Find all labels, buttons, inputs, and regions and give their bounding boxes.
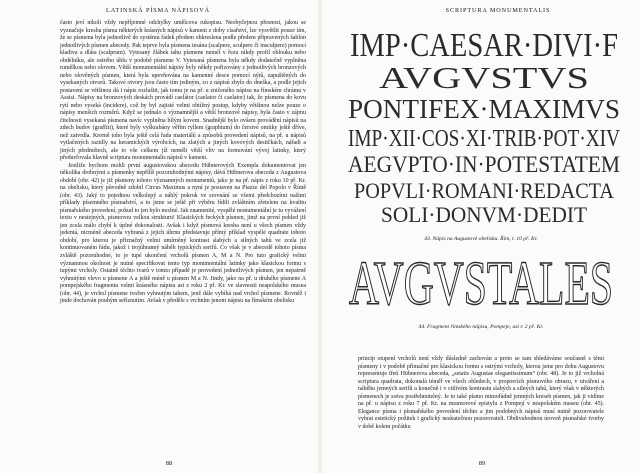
inscription-line-6: POPVLI·ROMANI·REDACTA [354, 178, 615, 203]
figure-44-caption: 44. Fragment římského nápisu, Pompeje, asi r. 2 př. Kr. [418, 324, 544, 330]
inscription-line-5: AEGVPTO·IN·POTESTATEM [348, 152, 620, 177]
augustales-fragment [346, 250, 616, 318]
left-page [0, 0, 318, 473]
right-page [322, 0, 640, 473]
left-page-number: 88 [165, 460, 173, 467]
right-paragraph-1: princip otupení vrcholů není vždy důsledně zachován a proto se tam shledáváme současně s těmi písmeny i v podobě přímačné pro klasickou formu s ostrými vrcholy, kterou jsme pro dobu Augustovu representuje třetí Hübnerova abeceda, „setatis Augustae elegantissimum“ (obr. 48). Je to již vrcholná scriptura quadrata, dokonalá téměř ve všech ohledech, v proporcích písmového obrazu, v utváření a náběhu jemných serifů a konečně i v citlivém kontrastu slabých a silných tahů, který však v některých písmenech je sotva postřehnutelný. Je to také písmo mimořádně jemných kreseb písmen, jak ji vidíme na př. u nápisu z roku 7 př. Kr. na mramorové epistylu z Pompejí v neapolském museu (obr. 45). Elegance písma i písmařského provedení těchto a jim podobných nápisů musí nutně pozorovatele vybrat estetický požitek i grafický neskutečnou pozorovateli. Obdivuhodnou úroveň písmařské tvorby v době kolem počátku [358, 356, 604, 430]
left-paragraph-1: často jeví nikoli vždy nepříjemné odchylky umělcova rukopisu. Neobyčejnou přesnost, jakou se vyznačuje kresba písma některých krásných nápisů v kameni z doby císařství, lze vysvětlit pouze tím, že se písmena byla jednotlivě do systému řádek předem obkreslena podle předem připravených šablon jednotlivých písmen abecedy. Pak teprve byla písmena tesána (scalpere, sculpere či insculpere) pomocí kladiva a dláta (scalprum). Vytesaný žlábek tahu písmene nemél v řezu nikdy profil oblouku nebo obdélníku, ale ostrého úhlu v podobě písmene V. Vytesaná písmena byla někdy dodatečně vyplněna rumělkou nebo olovem. Větší monumentální nápisy byly někdy pořizovány z jednotlivých bronzových nebo olověných písmen, která byla upevňována na kamenné desce pomocí nýtů, zapuštěných do vysekaných otvorů. Takové otvory jsou často tím jediným, co z nápisů zbylo do dneška, a podle jejich postavení se většinou dá i nápis rozluštit, jak tomu je na př. u zničeného nápisu na římském chrámu v Assisi. Nápisy na bronzových deskách provádí caelátor (caelator či caelator) tak, že písmena do kovu rytí nebo vyseká (incidere), což by byl zajisté velmi obtížný postup, kdyby většinou nelze pouze o nápisy menších rozměrů. Když se jednalo o významnější a větší bronzové nápisy, byla často v zájmu čitelnosti vysekaná písmena navíc vyplněna bílým kovem. Snadnější bylo ovšem provádění nápisů na zdech budov (graffiti), které byly vyškrabány věřím ryllem (graphium) do čerstvé omítky ještě dříve, než zatvrdla. Kromě toho byla ještě celá řada materiálů a způsobů provedení nápisů, na př. u nápisů vytlačených razidly na keramických výrobcích, na zlatých a jiných kovových destičkách, nářadí a jiných předmětech, ale to vše celkem jíž neměli větší vliv na formování vývoj latinky, který předurčovala hlavně scriptura monumentalis nápisů v kameni. [60, 20, 306, 162]
figure-43-caption: 43. Nápis na Augustově obelisku. Řím, r. 10 př. Kr. [424, 236, 538, 242]
inscription-line-1: IMP·CAESAR·DIVI·F [350, 27, 618, 64]
right-page-number: 89 [478, 460, 486, 467]
augustus-obelisk-inscription [342, 22, 626, 232]
inscription-line-2: AVGVSTVS [379, 60, 589, 95]
augustales-text: AVGVSTALES [349, 250, 613, 318]
left-running-head: LATINSKÁ PÍSMA NÁPISOVÁ [106, 7, 210, 14]
left-paragraph-2: Jestliže bychom mohli první augustovskou abecedu Hübnerových Exempla dokumentovat jen několika drobnými a písmenky nepřílíš pozoruhodnými nápisy, dává Hübnerova abeceda z Augustova období (obr. 42) je již písmeny tohoto významných monumentů, jako je na př. nápis z roku 10 př. Kr. na obelisku, který původně zdobil Circus Maximus a nyní je postaven na Piazze del Popolo v Římě (obr. 43). Jaký to pojednou velkolepý a náhlý pokrok ve srovnání se všemi předchozími našimi příklady písemného písmařství, a to jsme se ještě při výběru řídili zvláštním zřetelem na kvalitu písmařského provedení, pokud to jen bylo možné. Jak znamenité, vyspělé monumentální je tu vyvážení textu v nestejných, písmovou velkou strukturu! Klasických řeckých písmen, jimž na první pohled již jen zcela málo chybí k úplné dokonalosti. Avšak i když písmová kresba není u všech písmen vždy jedentá, nicméně abeceda vybraná z jejich úhrnu představuje přímý příklad vyspělé quadrate tohoto období, pro kterou je příznačný velmi umírněný kontrast slabých a silných tahů ve zcela již kontinuovaném řádu, jakož i trojúhranný náběh typických serifů. Co však je v abecedě tohoto písma zvláště pozoruhodné, to je tupé ukončení vrcholů písmen A, M a N. Pro tuto grafický velmi významnou okolnost je nutné specifikovat tento typ monumentální latinky jako klasickou formu s tupými vrcholy. Ostatně těchto tvarů v tomto případě je provedení jednotlivých písmen, jen nepatrně vyhnutými vlevo u písmene A a ještě méně u písmen M a N. Jindy, jako na př. u druhého písmene A pompejského fragmentu velmi krásného nápisu asi z roku 2 př. Kr. ve slavnosti neapolského musea (obr. 44), je vrchol písmene tvořen vyhnutým tahem, jenž dále vybíhá nad vrchol písmene. Rovněž i jinde dochován pouhým seříznutím. Avšak v předěle s vrchním jenom nápisu na římském obelisku [60, 162, 306, 305]
right-running-head: SCRIPTURA MONUMENTALIS [445, 7, 551, 14]
inscription-line-7: SOLI·DONVM·DEDIT [381, 202, 588, 227]
inscription-line-3: PONTIFEX·MAXIMVS [348, 94, 620, 124]
inscription-line-4: IMP·XII·COS·XI·TRIB·POT·XIV [348, 126, 621, 152]
right-body-text [358, 356, 604, 431]
left-body-text [60, 20, 306, 306]
